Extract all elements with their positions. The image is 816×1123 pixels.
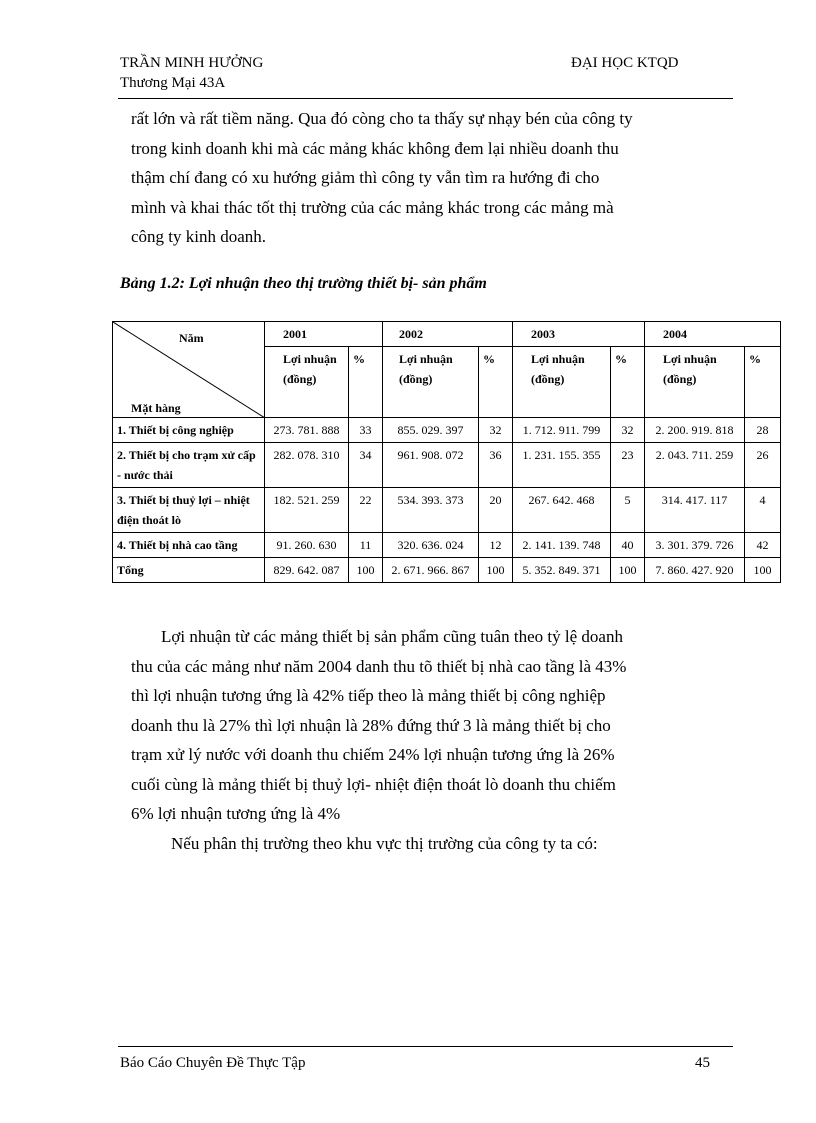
cell: 32 (479, 418, 513, 443)
text-line: Lợi nhuận từ các mảng thiết bị sản phẩm cũng tuân theo tỷ lệ doanh (161, 627, 623, 646)
table-row (113, 533, 781, 558)
year-header: 2002 (383, 322, 513, 347)
cell: 7. 860. 427. 920 (645, 558, 745, 583)
cell: 2. 043. 711. 259 (645, 443, 745, 488)
text-line: Nếu phân thị trường theo khu vực thị trường của công ty ta có: (171, 833, 598, 853)
profit-subheader: Lợi nhuận (đồng) (513, 347, 611, 418)
table-row (113, 488, 781, 533)
corner-year-label: Năm (179, 331, 204, 345)
pct-subheader: % (349, 347, 383, 418)
intro-paragraph (131, 104, 737, 252)
cell: 829. 642. 087 (265, 558, 349, 583)
body-paragraph (131, 622, 737, 858)
page-number: 45 (695, 1055, 710, 1071)
profit-table (112, 321, 781, 583)
table-row (113, 443, 781, 488)
cell: 267. 642. 468 (513, 488, 611, 533)
cell: 314. 417. 117 (645, 488, 745, 533)
text-line: cuối cùng là mảng thiết bị thuỷ lợi- nhiệt điện thoát lò doanh thu chiếm (131, 774, 616, 794)
cell: 2. 200. 919. 818 (645, 418, 745, 443)
row-label: 4. Thiết bị nhà cao tầng (113, 533, 265, 558)
cell: 26 (745, 443, 781, 488)
row-label: 2. Thiết bị cho trạm xử cấp - nước thải (113, 443, 265, 488)
page-header-left (120, 53, 263, 93)
cell: 40 (611, 533, 645, 558)
cell: 28 (745, 418, 781, 443)
cell: 182. 521. 259 (265, 488, 349, 533)
author-name: TRẦN MINH HƯỞNG (120, 55, 264, 71)
cell: 100 (611, 558, 645, 583)
cell: 320. 636. 024 (383, 533, 479, 558)
cell: 33 (349, 418, 383, 443)
row-label: 3. Thiết bị thuỷ lợi – nhiệt điện thoát lò (113, 488, 265, 533)
cell: 273. 781. 888 (265, 418, 349, 443)
cell: 100 (349, 558, 383, 583)
cell: 534. 393. 373 (383, 488, 479, 533)
text-line: công ty kinh doanh. (131, 227, 267, 246)
cell: 34 (349, 443, 383, 488)
cell: 4 (745, 488, 781, 533)
footer-rule (118, 1046, 733, 1047)
cell: 5. 352. 849. 371 (513, 558, 611, 583)
table-row-total (113, 558, 781, 583)
cell: 2. 141. 139. 748 (513, 533, 611, 558)
cell: 23 (611, 443, 645, 488)
text-line: doanh thu là 27% thì lợi nhuận là 28% đứng thứ 3 là mảng thiết bị cho (131, 715, 611, 735)
cell: 11 (349, 533, 383, 558)
cell: 91. 260. 630 (265, 533, 349, 558)
corner-cell (113, 322, 265, 418)
cell: 36 (479, 443, 513, 488)
row-label: Tổng (113, 558, 265, 583)
pct-subheader: % (479, 347, 513, 418)
university-name: ĐẠI HỌC KTQD (571, 55, 679, 71)
cell: 20 (479, 488, 513, 533)
cell: 3. 301. 379. 726 (645, 533, 745, 558)
cell: 32 (611, 418, 645, 443)
header-row-years (113, 322, 781, 347)
corner-item-label: Mặt hàng (131, 401, 181, 415)
cell: 42 (745, 533, 781, 558)
cell: 12 (479, 533, 513, 558)
cell: 100 (479, 558, 513, 583)
text-line: thậm chí đang có xu hướng giảm thì công ty vẫn tìm ra hướng đi cho (131, 168, 600, 187)
profit-subheader: Lợi nhuận (đồng) (645, 347, 745, 418)
year-header: 2004 (645, 322, 781, 347)
cell: 961. 908. 072 (383, 443, 479, 488)
cell: 22 (349, 488, 383, 533)
table-row (113, 418, 781, 443)
year-header: 2003 (513, 322, 645, 347)
text-line: trạm xử lý nước với doanh thu chiếm 24% lợi nhuận tương ứng là 26% (131, 745, 615, 764)
row-label: 1. Thiết bị công nghiệp (113, 418, 265, 443)
profit-subheader: Lợi nhuận (đồng) (265, 347, 349, 418)
cell: 5 (611, 488, 645, 533)
footer-title: Báo Cáo Chuyên Đề Thực Tập (120, 1055, 306, 1071)
header-rule (118, 98, 733, 99)
text-line: thu của các mảng như năm 2004 danh thu tõ thiết bị nhà cao tầng là 43% (131, 656, 627, 676)
pct-subheader: % (745, 347, 781, 418)
cell: 855. 029. 397 (383, 418, 479, 443)
cell: 1. 231. 155. 355 (513, 443, 611, 488)
pct-subheader: % (611, 347, 645, 418)
class-name: Thương Mại 43A (120, 75, 226, 91)
table-caption: Bảng 1.2: Lợi nhuận theo thị trường thiết bị- sản phẩm (120, 275, 487, 292)
text-line: thì lợi nhuận tương ứng là 42% tiếp theo là mảng thiết bị công nghiệp (131, 686, 606, 705)
year-header: 2001 (265, 322, 383, 347)
cell: 100 (745, 558, 781, 583)
text-line: trong kinh doanh khi mà các mảng khác không đem lại nhiều doanh thu (131, 138, 619, 158)
cell: 282. 078. 310 (265, 443, 349, 488)
profit-subheader: Lợi nhuận (đồng) (383, 347, 479, 418)
cell: 1. 712. 911. 799 (513, 418, 611, 443)
text-line: mình và khai thác tốt thị trường của các mảng khác trong các mảng mà (131, 197, 614, 217)
cell: 2. 671. 966. 867 (383, 558, 479, 583)
text-line: rất lớn và rất tiềm năng. Qua đó còng cho ta thấy sự nhạy bén của công ty (131, 109, 633, 128)
text-line: 6% lợi nhuận tương ứng là 4% (131, 804, 341, 823)
